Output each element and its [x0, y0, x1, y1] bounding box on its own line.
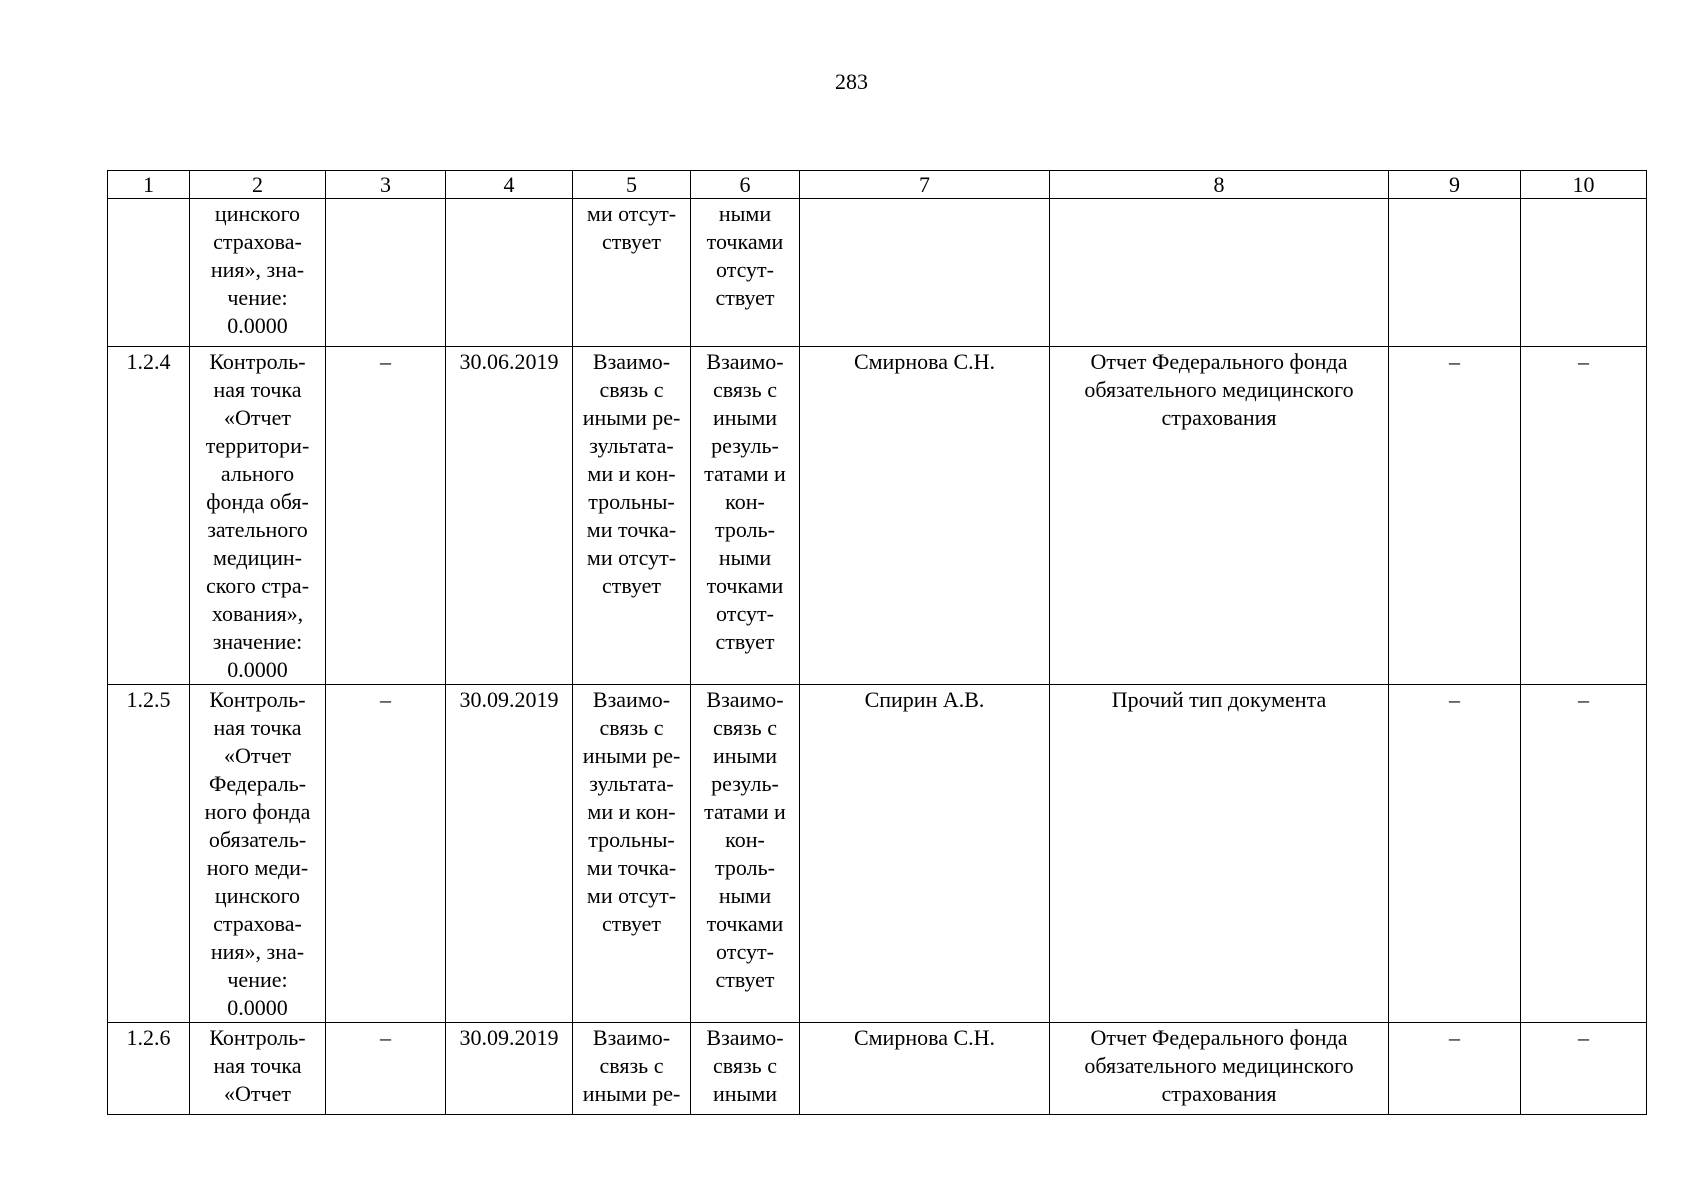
- column-10-cell: [1521, 199, 1647, 347]
- page-number: 283: [835, 69, 868, 94]
- start-date-cell: [326, 199, 446, 347]
- row-number-cell: 1.2.6: [108, 1023, 190, 1115]
- successor-cell: Взаимо- связь с иными резуль- татами и кон- троль- ными точками отсут- ствует: [691, 347, 800, 685]
- document-type-cell: [1050, 199, 1389, 347]
- successor-cell: ными точками отсут- ствует: [691, 199, 800, 347]
- predecessor-cell: ми отсут- ствует: [573, 199, 691, 347]
- table-row: [108, 199, 1647, 347]
- document-type-cell: Прочий тип документа: [1050, 685, 1389, 1023]
- header-cell: 6: [691, 171, 800, 199]
- end-date-cell: 30.09.2019: [446, 685, 573, 1023]
- header-cell: 8: [1050, 171, 1389, 199]
- responsible-cell: Спирин А.В.: [800, 685, 1050, 1023]
- end-date-cell: 30.06.2019: [446, 347, 573, 685]
- event-name-cell: Контроль- ная точка «Отчет: [190, 1023, 326, 1115]
- responsible-cell: [800, 199, 1050, 347]
- event-name-cell: Контроль- ная точка «Отчет Федераль- ного фонда обязатель- ного меди- цинского страхова- ния», зна- чение: 0.0000: [190, 685, 326, 1023]
- responsible-cell: Смирнова С.Н.: [800, 1023, 1050, 1115]
- header-cell: 9: [1389, 171, 1521, 199]
- header-cell: 4: [446, 171, 573, 199]
- column-10-cell: –: [1521, 1023, 1647, 1115]
- column-9-cell: –: [1389, 1023, 1521, 1115]
- start-date-cell: –: [326, 685, 446, 1023]
- table-row: [108, 685, 1647, 1023]
- start-date-cell: –: [326, 347, 446, 685]
- header-cell: 2: [190, 171, 326, 199]
- responsible-cell: Смирнова С.Н.: [800, 347, 1050, 685]
- document-table: [107, 170, 1647, 1115]
- document-type-cell: Отчет Федерального фонда обязательного медицинского страхования: [1050, 347, 1389, 685]
- predecessor-cell: Взаимо- связь с иными ре- зультата- ми и кон- трольны- ми точка- ми отсут- ствует: [573, 685, 691, 1023]
- column-9-cell: –: [1389, 685, 1521, 1023]
- column-9-cell: –: [1389, 347, 1521, 685]
- header-cell: 3: [326, 171, 446, 199]
- row-number-cell: 1.2.5: [108, 685, 190, 1023]
- end-date-cell: [446, 199, 573, 347]
- header-cell: 7: [800, 171, 1050, 199]
- row-number-cell: 1.2.4: [108, 347, 190, 685]
- successor-cell: Взаимо- связь с иными резуль- татами и кон- троль- ными точками отсут- ствует: [691, 685, 800, 1023]
- header-cell: 1: [108, 171, 190, 199]
- predecessor-cell: Взаимо- связь с иными ре- зультата- ми и кон- трольны- ми точка- ми отсут- ствует: [573, 347, 691, 685]
- column-10-cell: –: [1521, 347, 1647, 685]
- header-cell: 10: [1521, 171, 1647, 199]
- successor-cell: Взаимо- связь с иными: [691, 1023, 800, 1115]
- table-row: [108, 347, 1647, 685]
- document-type-cell: Отчет Федерального фонда обязательного медицинского страхования: [1050, 1023, 1389, 1115]
- end-date-cell: 30.09.2019: [446, 1023, 573, 1115]
- table-row: [108, 1023, 1647, 1115]
- start-date-cell: –: [326, 1023, 446, 1115]
- column-9-cell: [1389, 199, 1521, 347]
- event-name-cell: цинского страхова- ния», зна- чение: 0.0000: [190, 199, 326, 347]
- event-name-cell: Контроль- ная точка «Отчет территори- ального фонда обя- зательного медицин- ского стра- хования», значение: 0.0000: [190, 347, 326, 685]
- predecessor-cell: Взаимо- связь с иными ре-: [573, 1023, 691, 1115]
- header-cell: 5: [573, 171, 691, 199]
- row-number-cell: [108, 199, 190, 347]
- column-10-cell: –: [1521, 685, 1647, 1023]
- table-header-row: [108, 171, 1647, 199]
